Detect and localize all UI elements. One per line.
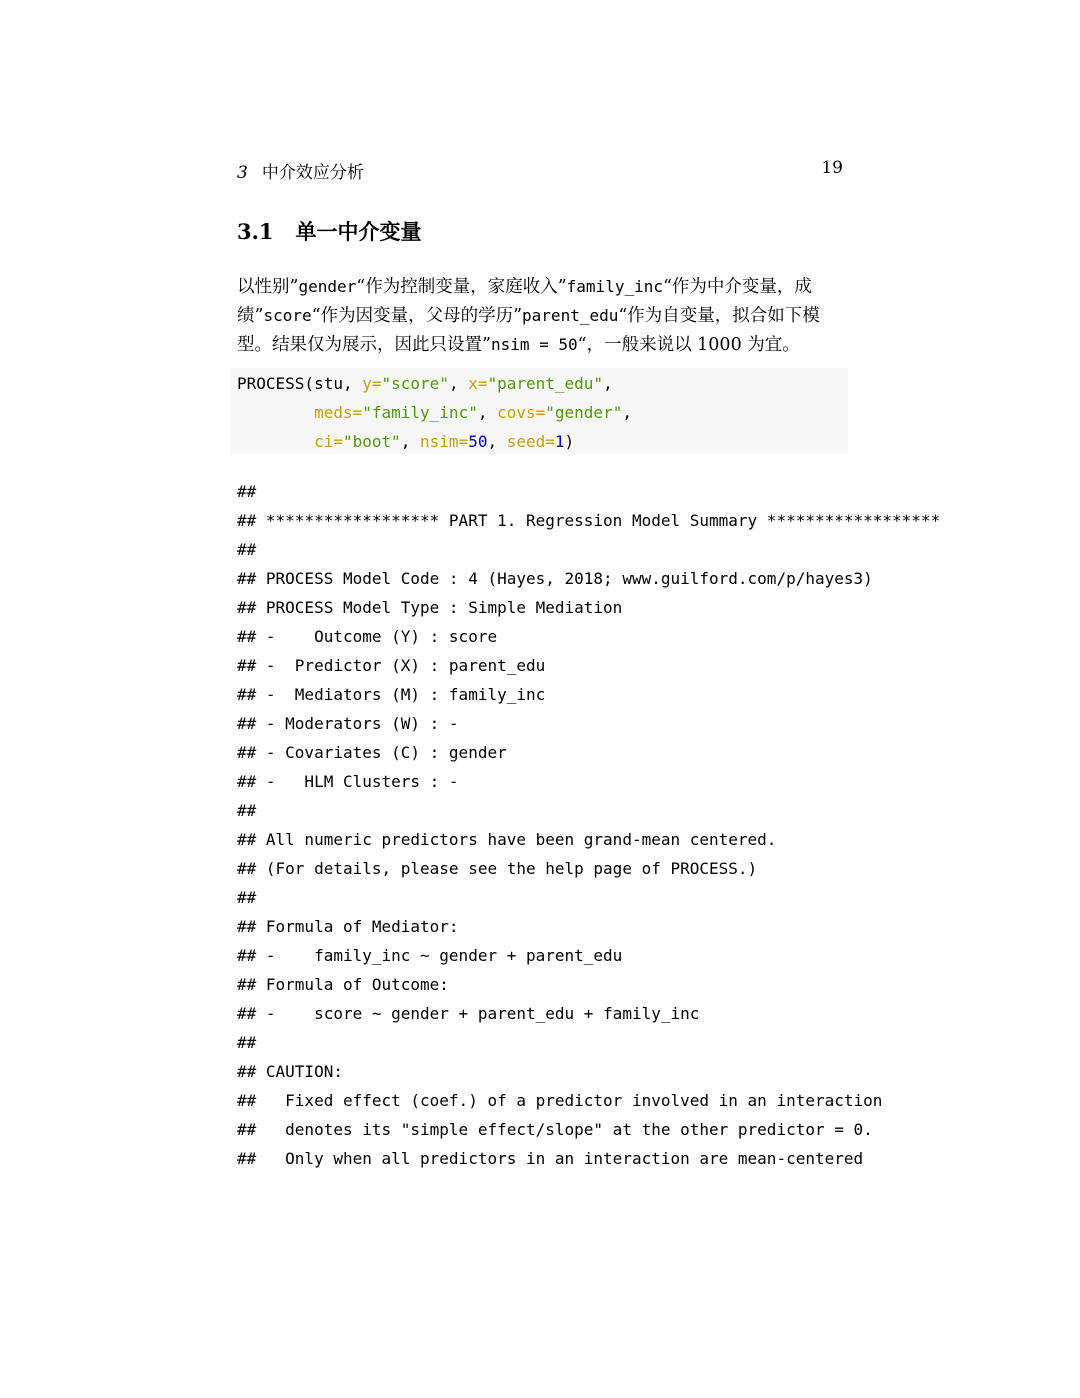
intro-line <box>237 301 847 330</box>
code-indent <box>237 432 314 451</box>
code-string: "gender" <box>545 403 623 422</box>
code-line <box>237 369 848 398</box>
output-line: ## <box>237 888 257 907</box>
inline-code: nsim = 50 <box>490 335 578 354</box>
section-number: 3.1 <box>237 219 274 244</box>
code-separator: , <box>603 374 613 393</box>
chapter-title: 中介效应分析 <box>261 163 364 183</box>
intro-text: “作为因变量，父母的学历” <box>311 306 523 326</box>
intro-text: “作为自变量，拟合如下模 <box>618 306 820 326</box>
inline-code: score <box>263 306 312 325</box>
code-string: "boot" <box>342 432 401 451</box>
intro-text: “作为中介变量，成 <box>662 277 812 297</box>
code-separator: , <box>448 374 469 393</box>
code-argument: ci= <box>314 432 343 451</box>
code-line <box>237 427 848 456</box>
output-line: ## - Predictor (X) : parent_edu <box>237 656 546 675</box>
code-function: PROCESS(stu, <box>237 374 363 393</box>
output-line: ## <box>237 482 257 501</box>
output-line: ## - family_inc ~ gender + parent_edu <box>237 946 623 965</box>
code-separator: , <box>400 432 421 451</box>
section-heading <box>237 216 422 246</box>
output-line: ## - Covariates (C) : gender <box>237 743 507 762</box>
code-argument: nsim= <box>420 432 469 451</box>
intro-line <box>237 272 847 301</box>
code-indent <box>237 403 314 422</box>
output-line: ## Only when all predictors in an interaction are mean-centered <box>237 1149 864 1168</box>
output-line: ## PROCESS Model Type : Simple Mediation <box>237 598 623 617</box>
output-line: ## <box>237 1033 257 1052</box>
output-line: ## All numeric predictors have been grand-mean centered. <box>237 830 777 849</box>
output-line: ## - score ~ gender + parent_edu + family_inc <box>237 1004 700 1023</box>
inline-code: parent_edu <box>522 306 619 325</box>
output-line: ## - Moderators (W) : - <box>237 714 459 733</box>
output-line: ## Fixed effect (coef.) of a predictor involved in an interaction <box>237 1091 883 1110</box>
code-separator: , <box>487 432 507 451</box>
intro-text: “作为控制变量，家庭收入” <box>356 277 567 297</box>
intro-line <box>237 330 847 359</box>
intro-text: 型。结果仅为展示，因此只设置” <box>237 335 491 355</box>
code-line <box>237 398 848 427</box>
intro-text: 以性别” <box>237 277 299 297</box>
output-line: ## PROCESS Model Code : 4 (Hayes, 2018; www.guilford.com/p/hayes3) <box>237 569 873 588</box>
output-line: ## ****************** PART 1. Regression Model Summary ****************** <box>237 511 941 530</box>
code-separator: , <box>622 403 632 422</box>
section-title: 单一中介变量 <box>295 219 422 244</box>
code-string: "parent_edu" <box>487 374 604 393</box>
intro-text: “，一般来说以 1000 为宜。 <box>577 335 800 355</box>
code-number: 50 <box>468 432 488 451</box>
code-separator: ) <box>564 432 575 451</box>
code-separator: , <box>477 403 498 422</box>
inline-code: gender <box>298 277 357 296</box>
inline-code: family_inc <box>566 277 663 296</box>
code-argument: x= <box>468 374 488 393</box>
chapter-number: 3 <box>237 163 248 183</box>
output-line: ## Formula of Mediator: <box>237 917 459 936</box>
intro-text: 绩” <box>237 306 264 326</box>
page-number: 19 <box>821 158 843 178</box>
output-line: ## <box>237 540 257 559</box>
code-argument: y= <box>362 374 382 393</box>
code-string: "family_inc" <box>362 403 478 422</box>
output-line: ## - Outcome (Y) : score <box>237 627 498 646</box>
code-argument: meds= <box>314 403 363 422</box>
output-line: ## denotes its "simple effect/slope" at the other predictor = 0. <box>237 1120 873 1139</box>
output-line: ## Formula of Outcome: <box>237 975 449 994</box>
output-line: ## - Mediators (M) : family_inc <box>237 685 546 704</box>
running-head <box>237 158 843 184</box>
output-line: ## (For details, please see the help page of PROCESS.) <box>237 859 758 878</box>
output-line: ## <box>237 801 257 820</box>
code-argument: seed= <box>506 432 555 451</box>
output-line: ## CAUTION: <box>237 1062 343 1081</box>
code-block <box>231 368 848 454</box>
console-output <box>237 477 1067 1173</box>
intro-paragraph <box>237 272 847 359</box>
code-string: "score" <box>381 374 449 393</box>
code-argument: covs= <box>497 403 546 422</box>
output-line: ## - HLM Clusters : - <box>237 772 459 791</box>
code-number: 1 <box>554 432 565 451</box>
